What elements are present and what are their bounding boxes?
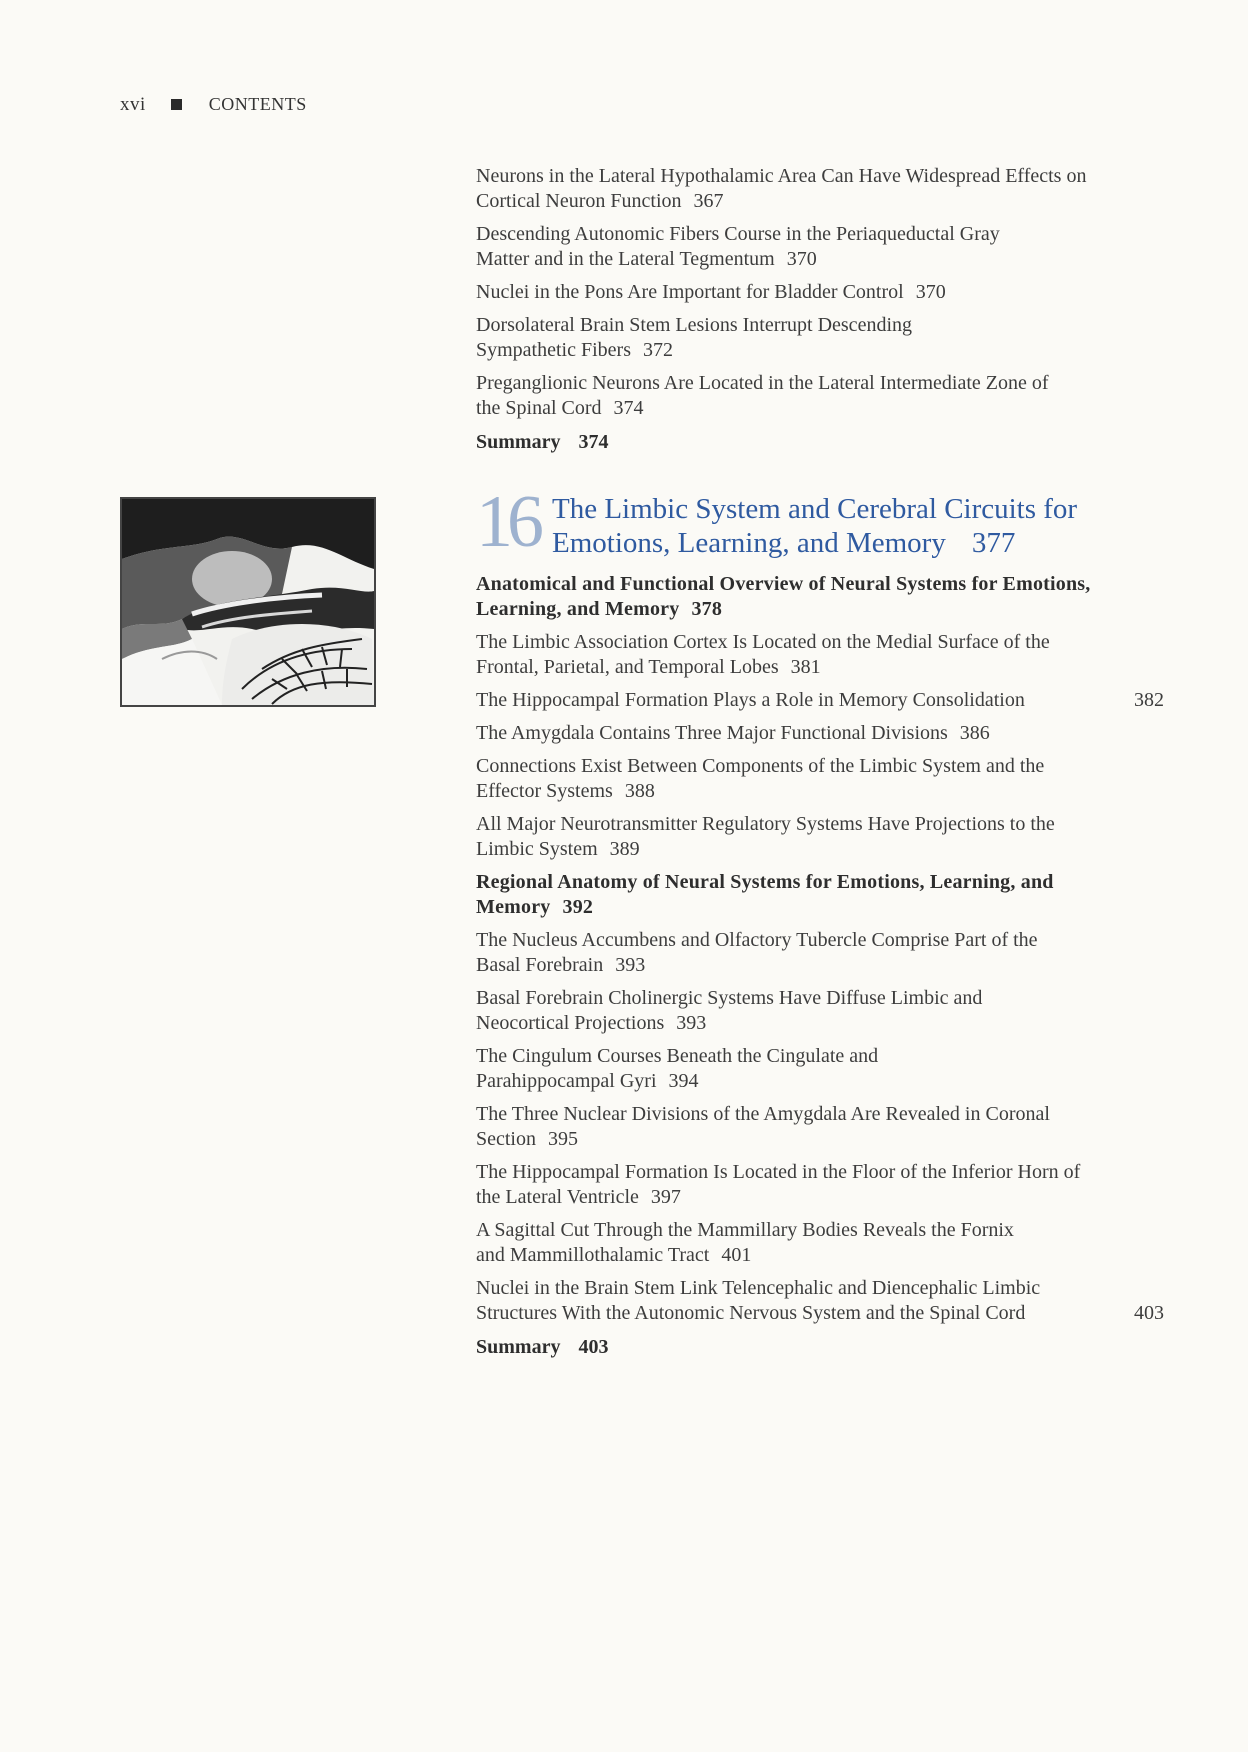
page-number: 378 [691,598,723,620]
chapter-number: 16 [476,481,538,563]
toc-entry[interactable]: Connections Exist Between Components of the Limbic System and the Effector Systems 388 [476,755,1045,802]
square-bullet-icon [171,99,182,110]
page-number: 394 [668,1070,699,1092]
toc-entry[interactable]: Nuclei in the Pons Are Important for Bladder Control 370 [476,281,946,303]
toc-entry[interactable]: The Hippocampal Formation Is Located in the Floor of the Inferior Horn of the Lateral Ventricle 397 [476,1161,1081,1208]
summary-entry[interactable]: Summary 374 [476,431,609,453]
page-number: 372 [642,339,673,361]
brain-section-image [120,497,376,707]
running-head [120,94,307,116]
page-number: 397 [650,1186,681,1208]
toc-section-heading[interactable]: Regional Anatomy of Neural Systems for Emotions, Learning, and Memory 392 [476,871,1054,918]
page-number: 389 [609,838,640,860]
brain-section-illustration [122,499,374,705]
toc-entry[interactable]: A Sagittal Cut Through the Mammillary Bodies Reveals the Fornix and Mammillothalamic Tract 401 [476,1219,1014,1266]
toc-entry[interactable]: Preganglionic Neurons Are Located in the Lateral Intermediate Zone of the Spinal Cord 374 [476,372,1049,419]
chapter-entry-list [476,572,1176,1359]
toc-entry[interactable]: Dorsolateral Brain Stem Lesions Interrupt Descending Sympathetic Fibers 372 [476,314,912,361]
page-number: 388 [624,780,655,802]
page-number: 382 [1134,689,1164,711]
toc-entry[interactable]: Descending Autonomic Fibers Course in the Periaqueductal Gray Matter and in the Lateral Tegmentum 370 [476,223,1000,270]
page-number: 393 [615,954,646,976]
toc-entry[interactable]: Neurons in the Lateral Hypothalamic Area Can Have Widespread Effects on Cortical Neuron Function 367 [476,165,1087,212]
page-number: 374 [578,431,609,453]
page-number: 403 [1134,1302,1164,1324]
page-number: 403 [578,1336,609,1358]
chapter-title: The Limbic System and Cerebral Circuits for Emotions, Learning, and Memory 377 [552,493,1078,559]
toc-entry[interactable]: The Amygdala Contains Three Major Functional Divisions 386 [476,722,990,744]
page-number: 370 [786,248,817,270]
toc-entry[interactable]: Basal Forebrain Cholinergic Systems Have Diffuse Limbic and Neocortical Projections 393 [476,987,983,1034]
folio: xvi [120,94,146,115]
toc-entry[interactable]: The Three Nuclear Divisions of the Amygdala Are Revealed in Coronal Section 395 [476,1103,1050,1150]
toc-entry[interactable]: Nuclei in the Brain Stem Link Telencephalic and Diencephalic Limbic Structures With the Autonomic Nervous System and the Spinal Cord 403 [476,1277,1164,1324]
chapter-heading[interactable] [476,481,1196,563]
page-number: 393 [676,1012,707,1034]
toc-entry[interactable]: The Limbic Association Cortex Is Located on the Medial Surface of the Frontal, Parietal, and Temporal Lobes 381 [476,631,1050,678]
page-number: 392 [562,896,594,918]
toc-entry[interactable]: The Nucleus Accumbens and Olfactory Tubercle Comprise Part of the Basal Forebrain 393 [476,929,1038,976]
top-entry-list [476,164,1176,454]
section-title: CONTENTS [208,94,307,114]
toc-entry[interactable]: The Cingulum Courses Beneath the Cingulate and Parahippocampal Gyri 394 [476,1045,879,1092]
page-number: 395 [548,1128,578,1150]
toc-entry[interactable]: All Major Neurotransmitter Regulatory Systems Have Projections to the Limbic System 389 [476,813,1055,860]
toc-section-heading[interactable]: Anatomical and Functional Overview of Neural Systems for Emotions, Learning, and Memory 378 [476,573,1091,620]
toc-entry[interactable]: The Hippocampal Formation Plays a Role in Memory Consolidation 382 [476,689,1164,711]
page-number: 367 [693,190,724,212]
page-number: 401 [721,1244,752,1266]
page-number: 374 [613,397,644,419]
page-number: 377 [971,527,1016,559]
summary-entry[interactable]: Summary 403 [476,1336,609,1358]
page-number: 370 [915,281,946,303]
page-number: 381 [790,656,821,678]
page-number: 386 [959,722,990,744]
